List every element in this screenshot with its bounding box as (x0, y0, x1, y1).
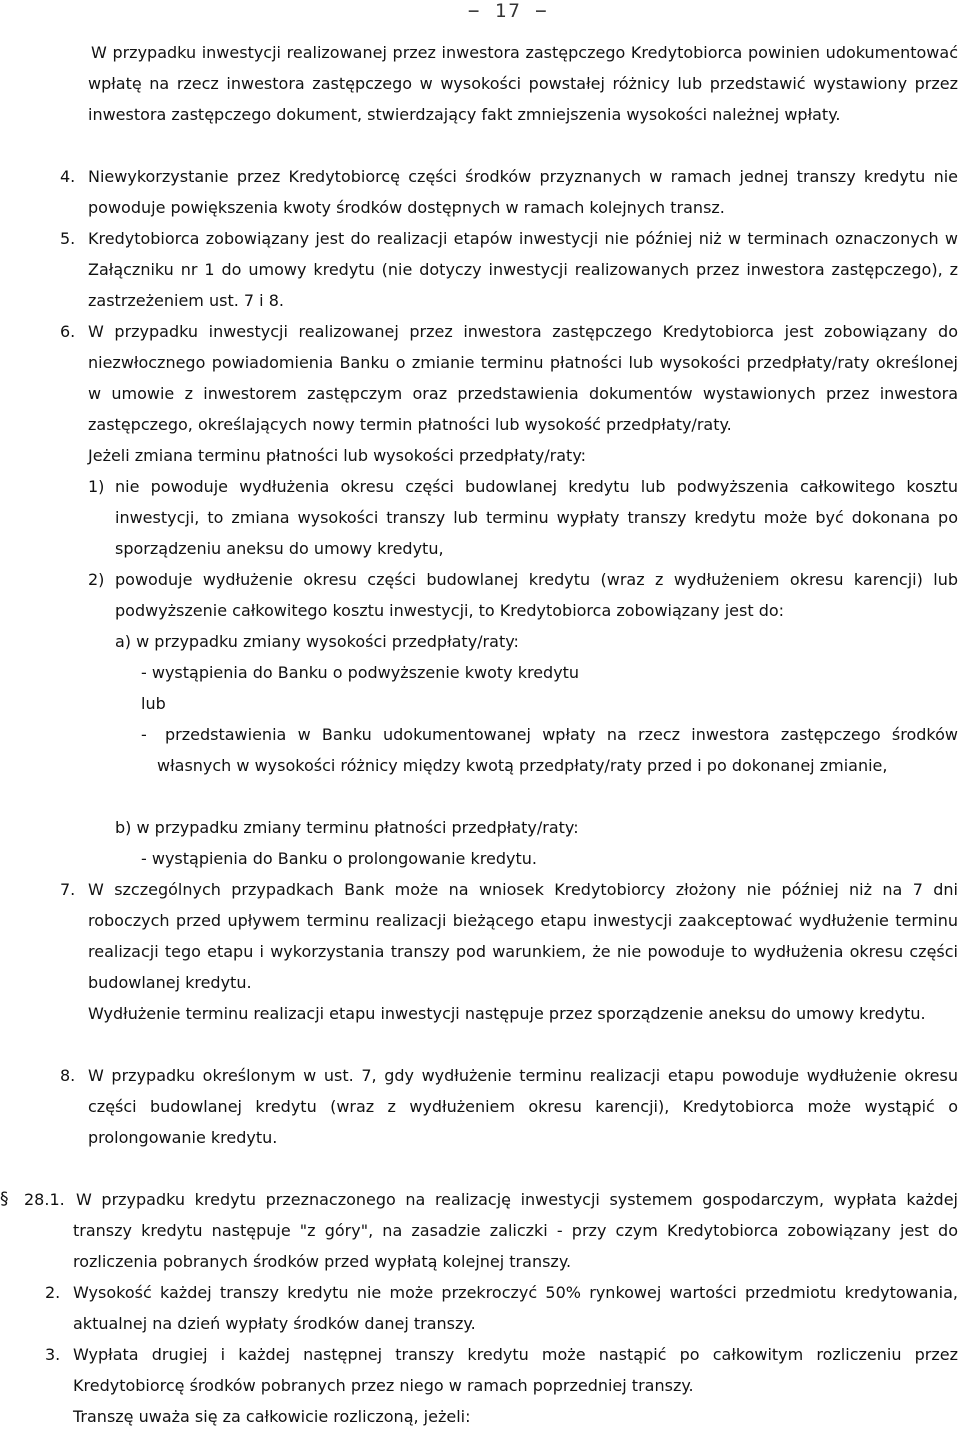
paragraph-4-number: 4. (60, 167, 76, 186)
paragraph-7-text-2: Wydłużenie terminu realizacji etapu inwestycji następuje przez sporządzenie aneksu do umowy kredytu. (88, 1004, 926, 1023)
section-28-p2-text: Wysokość każdej transzy kredytu nie może przekroczyć 50% rynkowej wartości przedmiotu kredytowania, aktualnej na dzień wypłaty środków danej transzy. (73, 1283, 958, 1333)
item-1-text: nie powoduje wydłużenia okresu części budowlanej kredytu lub podwyższenia całkowitego kosztu inwestycji, to zmiana wysokości transzy lub terminu wypłaty transzy kredytu może być dokonana po sporządzeniu aneksu do umowy kredytu, (115, 477, 958, 558)
section-28-p2-number: 2. (45, 1283, 61, 1302)
intro-paragraph: W przypadku inwestycji realizowanej przez inwestora zastępczego Kredytobiorca powinien udokumentować wpłatę na rzecz inwestora zastępczego w wysokości powstałej różnicy lub przedstawić wystawiony przez inwestora zastępczego dokument, stwierdzający fakt zmniejszenia wysokości należnej wpłaty. (88, 43, 958, 124)
sub-a-option-2: przedstawienia w Banku udokumentowanej wpłaty na rzecz inwestora zastępczego środków własnych w wysokości różnicy między kwotą przedpłaty/raty przed i po dokonanej zmianie, (157, 725, 958, 775)
sub-a-heading: a) w przypadku zmiany wysokości przedpłaty/raty: (115, 632, 519, 651)
sub-b-heading: b) w przypadku zmiany terminu płatności przedpłaty/raty: (115, 818, 579, 837)
section-28-last: Transzę uważa się za całkowicie rozliczoną, jeżeli: (73, 1407, 471, 1426)
item-2-text: powoduje wydłużenie okresu części budowlanej kredytu (wraz z wydłużeniem okresu karencji) lub podwyższenie całkowitego kosztu inwestycji, to Kredytobiorca zobowiązany jest do: (115, 570, 958, 620)
paragraph-4-text: Niewykorzystanie przez Kredytobiorcę części środków przyznanych w ramach jednej transzy kredytu nie powoduje powiększenia kwoty środków dostępnych w ramach kolejnych transz. (88, 167, 958, 217)
section-28-p3-text: Wypłata drugiej i każdej następnej transzy kredytu może nastąpić po całkowitym rozliczeniu przez Kredytobiorcę środków pobranych przez niego w ramach poprzedniej transzy. (73, 1345, 958, 1395)
item-2-number: 2) (88, 570, 105, 589)
item-1-number: 1) (88, 477, 105, 496)
paragraph-5-number: 5. (60, 229, 76, 248)
paragraph-8-number: 8. (60, 1066, 76, 1085)
sub-a-option-2-dash: - (141, 725, 147, 744)
paragraph-7-number: 7. (60, 880, 76, 899)
paragraph-6-number: 6. (60, 322, 76, 341)
sub-a-option-1: - wystąpienia do Banku o podwyższenie kwoty kredytu (141, 663, 580, 682)
section-symbol: § (0, 1189, 9, 1209)
page-number: − 17 − (468, 0, 549, 22)
paragraph-6-condition: Jeżeli zmiana terminu płatności lub wysokości przedpłaty/raty: (88, 446, 587, 465)
paragraph-5-text: Kredytobiorca zobowiązany jest do realizacji etapów inwestycji nie później niż w terminach oznaczonych w Załączniku nr 1 do umowy kredytu (nie dotyczy inwestycji realizowanych przez inwestora zastępczego), z zastrzeżeniem ust. 7 i 8. (88, 229, 958, 310)
section-28-text: W przypadku kredytu przeznaczonego na realizację inwestycji systemem gospodarczym, wypłata każdej transzy kredytu następuje "z góry", na zasadzie zaliczki - przy czym Kredytobiorca zobowiązany jest do rozliczenia pobranych środków przed wypłatą kolejnej transzy. (73, 1190, 958, 1271)
sub-a-or: lub (141, 694, 166, 713)
paragraph-7-text: W szczególnych przypadkach Bank może na wniosek Kredytobiorcy złożony nie później niż na 7 dni roboczych przed upływem terminu realizacji bieżącego etapu inwestycji zaakceptować wydłużenie terminu realizacji tego etapu i wykorzystania transzy pod warunkiem, że nie powoduje to wydłużenia okresu części budowlanej kredytu. (88, 880, 958, 992)
sub-b-option-1: - wystąpienia do Banku o prolongowanie kredytu. (141, 849, 537, 868)
paragraph-6-text: W przypadku inwestycji realizowanej przez inwestora zastępczego Kredytobiorca jest zobowiązany do niezwłocznego powiadomienia Banku o zmianie terminu płatności lub wysokości przedpłaty/raty określonej w umowie z inwestorem zastępczym oraz przedstawienia dokumentów wystawionych przez inwestora zastępczego, określających nowy termin płatności lub wysokość przedpłaty/raty. (88, 322, 958, 434)
paragraph-8-text: W przypadku określonym w ust. 7, gdy wydłużenie terminu realizacji etapu powoduje wydłużenie okresu części budowlanej kredytu (wraz z wydłużeniem okresu karencji), Kredytobiorca może wystąpić o prolongowanie kredytu. (88, 1066, 958, 1147)
section-28-p3-number: 3. (45, 1345, 61, 1364)
section-28-number: 28.1. (24, 1190, 65, 1209)
